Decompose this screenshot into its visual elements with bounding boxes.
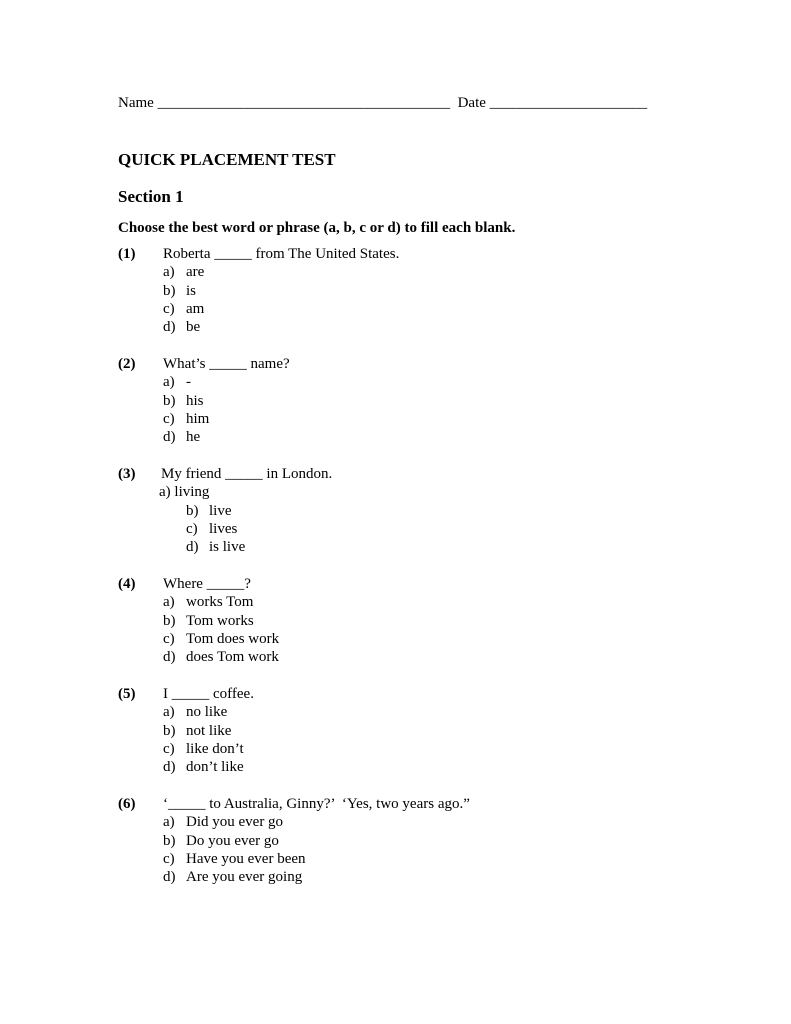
- option-c[interactable]: [163, 630, 279, 648]
- option-text: works Tom: [186, 594, 254, 611]
- option-d[interactable]: [163, 868, 306, 886]
- option-text: -: [186, 374, 191, 391]
- option-text: living: [174, 484, 210, 501]
- name-blank[interactable]: _______________________________________: [157, 95, 451, 111]
- question-number: (4): [118, 576, 136, 592]
- option-letter: c): [186, 520, 198, 537]
- option-b[interactable]: [163, 722, 244, 740]
- option-text: not like: [186, 722, 232, 739]
- question-text: My friend _____ in London.: [161, 466, 333, 482]
- option-letter: b): [186, 502, 199, 519]
- date-label: Date: [457, 95, 486, 111]
- option-text: he: [186, 429, 201, 446]
- option-text: Tom does work: [186, 630, 280, 647]
- option-letter: a): [163, 264, 175, 281]
- option-text: Did you ever go: [186, 814, 284, 831]
- option-a[interactable]: [163, 813, 306, 831]
- option-letter: a): [159, 484, 171, 501]
- options-list: [163, 263, 204, 336]
- option-letter: b): [163, 282, 176, 299]
- option-d[interactable]: [163, 758, 244, 776]
- option-letter: d): [163, 869, 176, 886]
- question-text: Where _____?: [163, 576, 251, 592]
- name-label: Name: [118, 95, 154, 111]
- option-text: is: [186, 282, 197, 299]
- question-number: (2): [118, 356, 136, 372]
- option-letter: d): [163, 649, 176, 666]
- option-letter: c): [163, 740, 175, 757]
- option-letter: d): [163, 759, 176, 776]
- question-text: What’s _____ name?: [163, 356, 290, 372]
- option-d[interactable]: [163, 648, 279, 666]
- section-heading: Section 1: [118, 187, 184, 206]
- option-text: does Tom work: [186, 649, 279, 666]
- option-letter: b): [163, 392, 176, 409]
- options-list: [159, 483, 246, 556]
- option-b[interactable]: [163, 832, 306, 850]
- option-letter: a): [163, 594, 175, 611]
- question-text: ‘_____ to Australia, Ginny?’ ‘Yes, two years ago.”: [163, 796, 470, 812]
- options-list: [163, 373, 209, 446]
- option-text: him: [186, 410, 210, 427]
- option-text: don’t like: [186, 759, 244, 776]
- option-letter: a): [163, 814, 175, 831]
- option-a[interactable]: [163, 373, 209, 391]
- option-text: Have you ever been: [186, 850, 306, 867]
- option-letter: d): [186, 539, 199, 556]
- question-text: Roberta _____ from The United States.: [163, 246, 400, 262]
- option-b[interactable]: [186, 502, 245, 520]
- option-a[interactable]: [163, 263, 204, 281]
- question-number: (3): [118, 466, 136, 482]
- page-title: QUICK PLACEMENT TEST: [118, 150, 336, 169]
- option-letter: c): [163, 630, 175, 647]
- option-text: like don’t: [186, 740, 244, 757]
- option-text: Do you ever go: [186, 832, 279, 849]
- option-text: is live: [209, 539, 246, 556]
- option-text: lives: [209, 520, 238, 537]
- option-c[interactable]: [163, 300, 204, 318]
- option-letter: c): [163, 300, 175, 317]
- options-list: [163, 703, 244, 776]
- date-blank[interactable]: _____________________: [489, 95, 648, 111]
- option-text: his: [186, 392, 204, 409]
- option-b[interactable]: [163, 282, 204, 300]
- question-number: (5): [118, 686, 136, 702]
- option-b[interactable]: [163, 612, 279, 630]
- option-c[interactable]: [163, 850, 306, 868]
- question-number: (1): [118, 246, 136, 262]
- option-a[interactable]: [159, 483, 245, 501]
- option-letter: a): [163, 374, 175, 391]
- option-letter: a): [163, 704, 175, 721]
- option-c[interactable]: [163, 410, 209, 428]
- option-d[interactable]: [163, 428, 209, 446]
- option-letter: d): [163, 319, 176, 336]
- option-text: Tom works: [186, 612, 254, 629]
- option-letter: b): [163, 722, 176, 739]
- question-text: I _____ coffee.: [163, 686, 254, 702]
- option-c[interactable]: [163, 740, 244, 758]
- option-a[interactable]: [163, 593, 279, 611]
- instructions: Choose the best word or phrase (a, b, c or d) to fill each blank.: [118, 220, 516, 236]
- option-c[interactable]: [186, 520, 245, 538]
- option-letter: b): [163, 612, 176, 629]
- option-text: be: [186, 319, 201, 336]
- options-list: [163, 593, 279, 666]
- option-a[interactable]: [163, 703, 244, 721]
- option-letter: d): [163, 429, 176, 446]
- option-text: live: [209, 502, 232, 519]
- question-number: (6): [118, 796, 136, 812]
- option-d[interactable]: [186, 538, 245, 556]
- option-b[interactable]: [163, 392, 209, 410]
- option-letter: b): [163, 832, 176, 849]
- option-text: Are you ever going: [186, 869, 303, 886]
- option-letter: c): [163, 850, 175, 867]
- options-list: [163, 813, 306, 886]
- option-letter: c): [163, 410, 175, 427]
- option-text: are: [186, 264, 205, 281]
- option-text: am: [186, 300, 205, 317]
- name-date-line: [118, 94, 647, 112]
- option-d[interactable]: [163, 318, 204, 336]
- option-text: no like: [186, 704, 228, 721]
